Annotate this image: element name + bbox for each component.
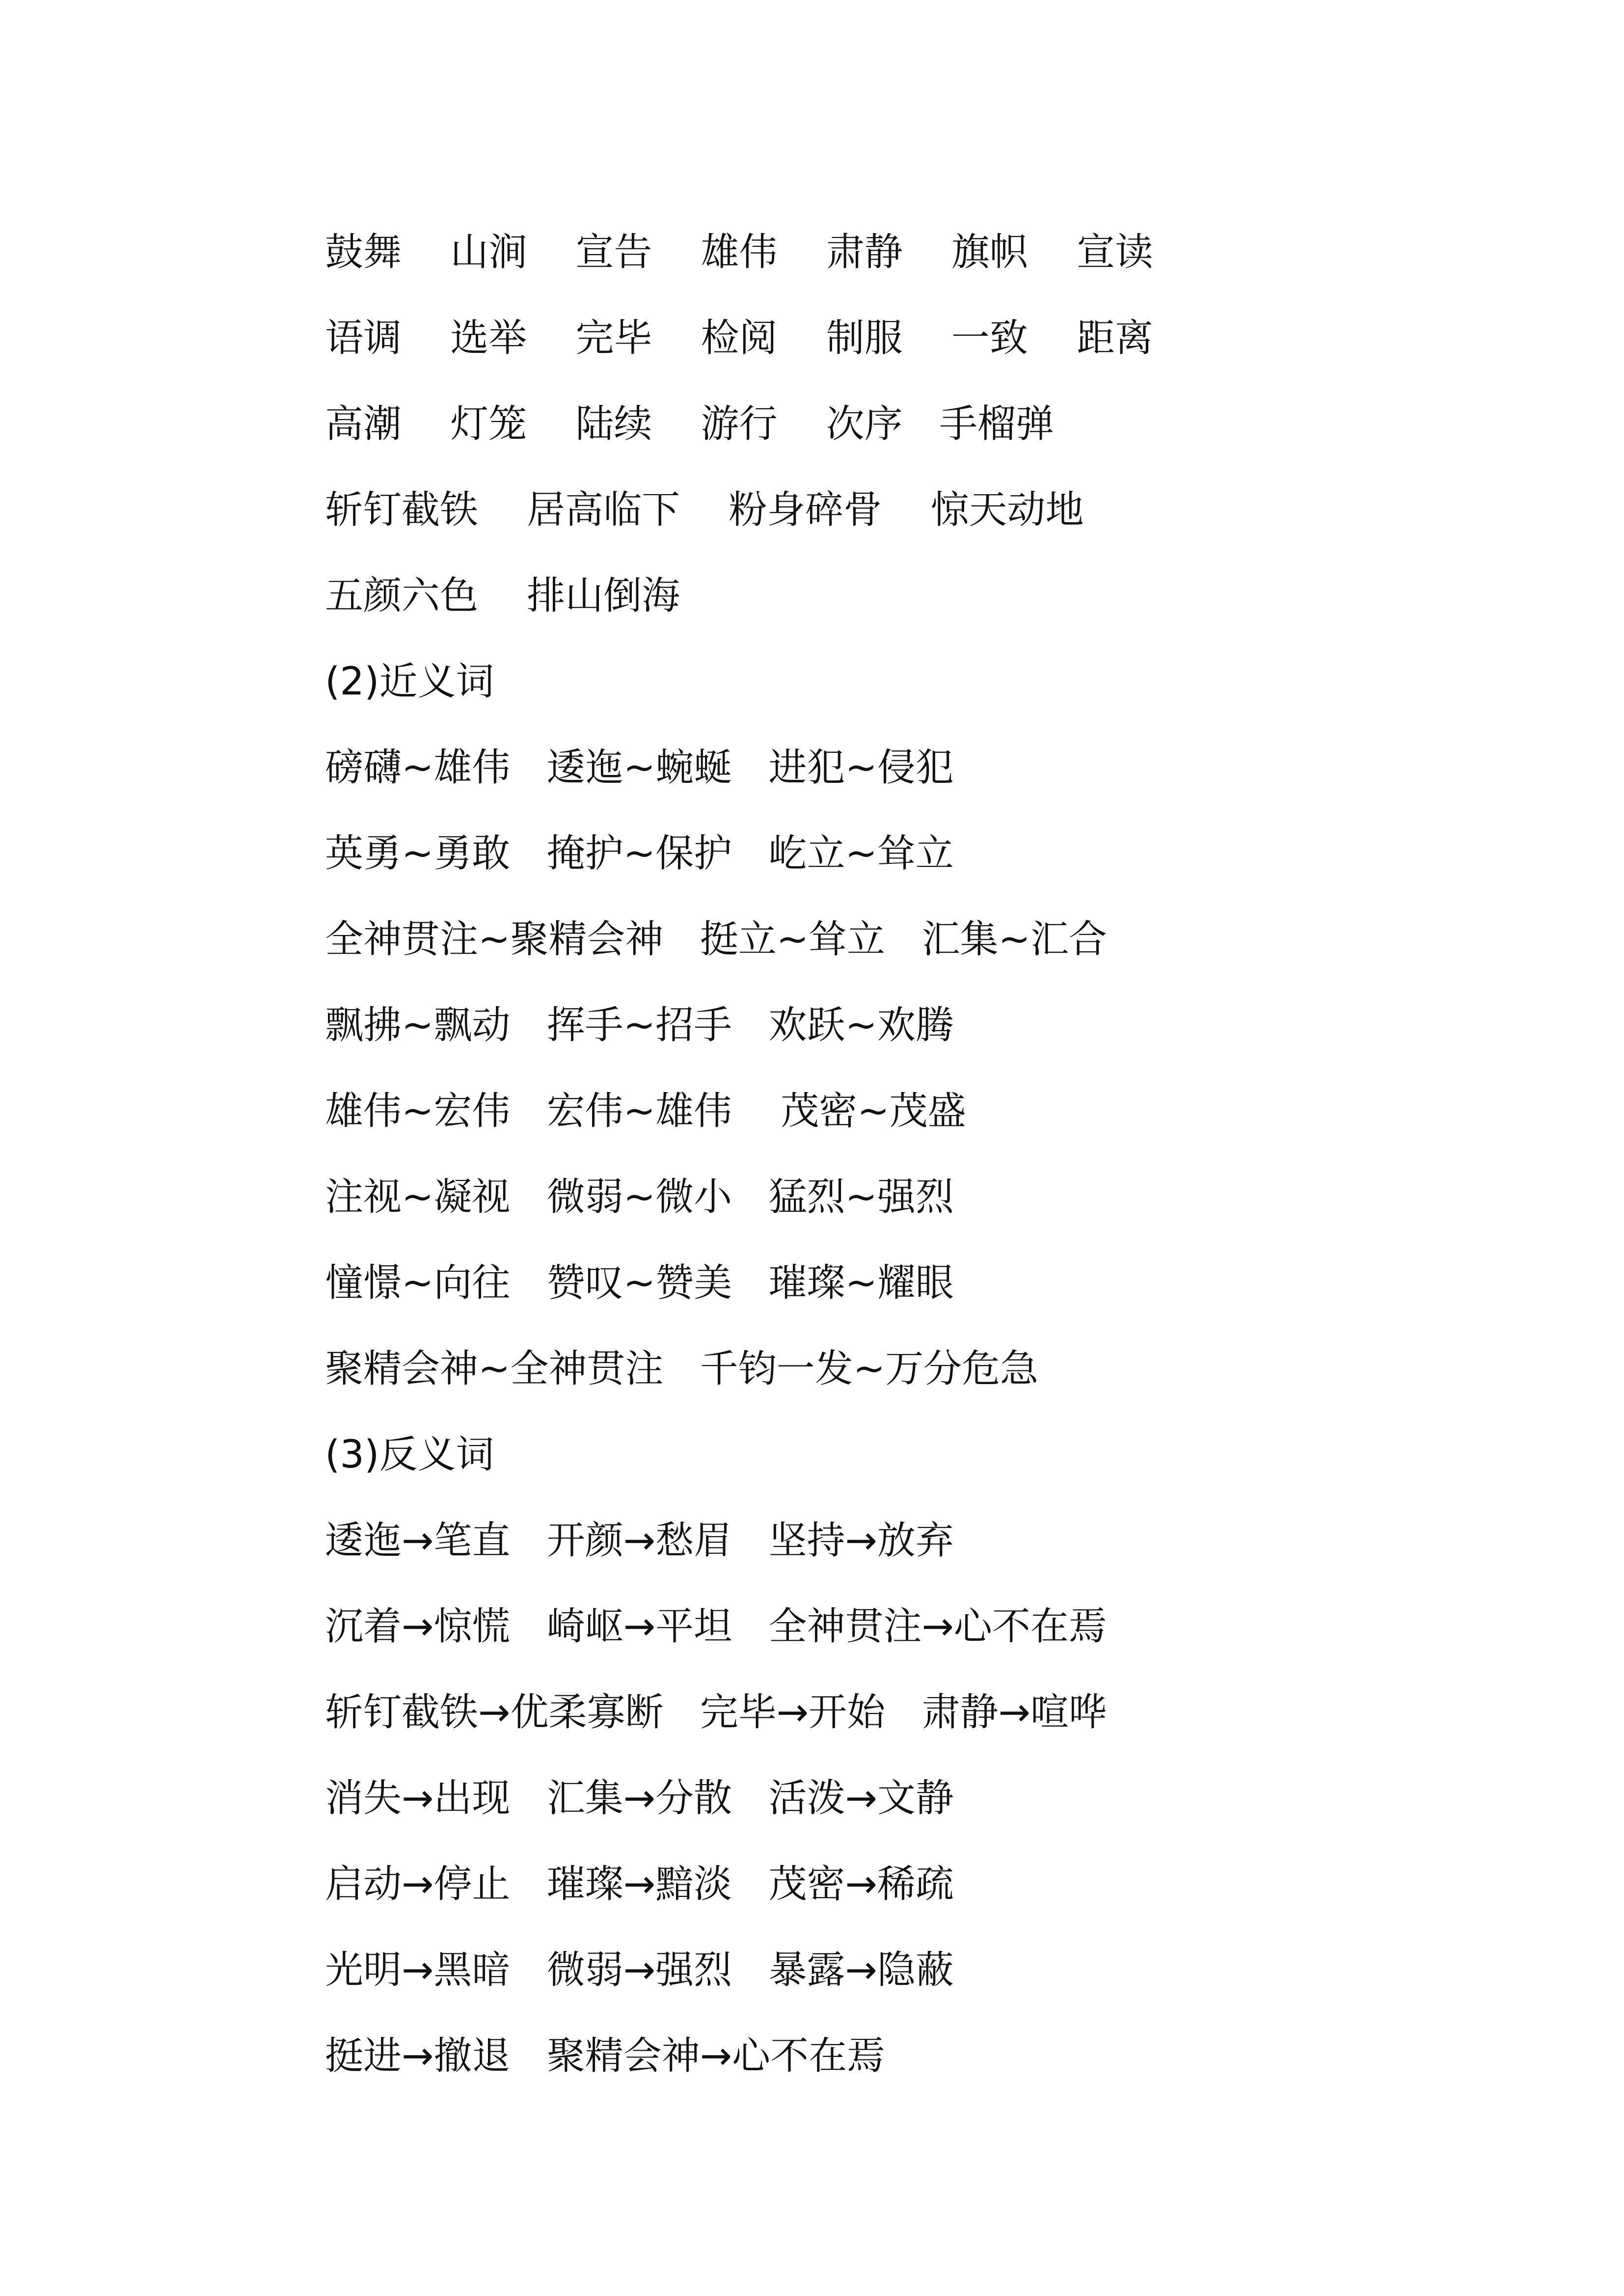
section-title-synonyms: (2)近义词 [325, 660, 494, 704]
document-content [325, 210, 1356, 2099]
synonym-line-5: 雄伟~宏伟 宏伟~雄伟 茂密~茂盛 [325, 1089, 966, 1133]
section-title-antonyms: (3)反义词 [325, 1433, 494, 1477]
synonym-line-1: 磅礴~雄伟 逶迤~蜿蜒 进犯~侵犯 [325, 746, 954, 790]
antonym-line-3: 斩钉截铁→优柔寡断 完毕→开始 肃静→喧哗 [325, 1690, 1107, 1735]
antonym-line-5: 启动→停止 璀璨→黯淡 茂密→稀疏 [325, 1862, 954, 1906]
idiom-line-1: 斩钉截铁 居高临下 粉身碎骨 惊天动地 [325, 488, 1084, 532]
synonym-line-8: 聚精会神~全神贯注 千钧一发~万分危急 [325, 1347, 1039, 1391]
synonym-line-3: 全神贯注~聚精会神 挺立~耸立 汇集~汇合 [325, 917, 1107, 961]
synonym-line-2: 英勇~勇敢 掩护~保护 屹立~耸立 [325, 831, 954, 876]
word-line-1: 鼓舞 山涧 宣告 雄伟 肃静 旗帜 宣读 [325, 230, 1154, 274]
idiom-line-2: 五颜六色 排山倒海 [325, 574, 680, 618]
word-line-3: 高潮 灯笼 陆续 游行 次序 手榴弹 [325, 402, 1055, 446]
synonym-line-4: 飘拂~飘动 挥手~招手 欢跃~欢腾 [325, 1003, 954, 1047]
word-line-2: 语调 选举 完毕 检阅 制服 一致 距离 [325, 316, 1154, 360]
antonym-line-7: 挺进→撤退 聚精会神→心不在焉 [325, 2034, 886, 2078]
antonym-line-2: 沉着→惊慌 崎岖→平坦 全神贯注→心不在焉 [325, 1604, 1107, 1649]
antonym-line-6: 光明→黑暗 微弱→强烈 暴露→隐蔽 [325, 1948, 954, 1992]
antonym-line-1: 逶迤→笔直 开颜→愁眉 坚持→放弃 [325, 1519, 954, 1563]
antonym-line-4: 消失→出现 汇集→分散 活泼→文静 [325, 1776, 954, 1820]
synonym-line-6: 注视~凝视 微弱~微小 猛烈~强烈 [325, 1175, 954, 1219]
synonym-line-7: 憧憬~向往 赞叹~赞美 璀璨~耀眼 [325, 1261, 954, 1305]
